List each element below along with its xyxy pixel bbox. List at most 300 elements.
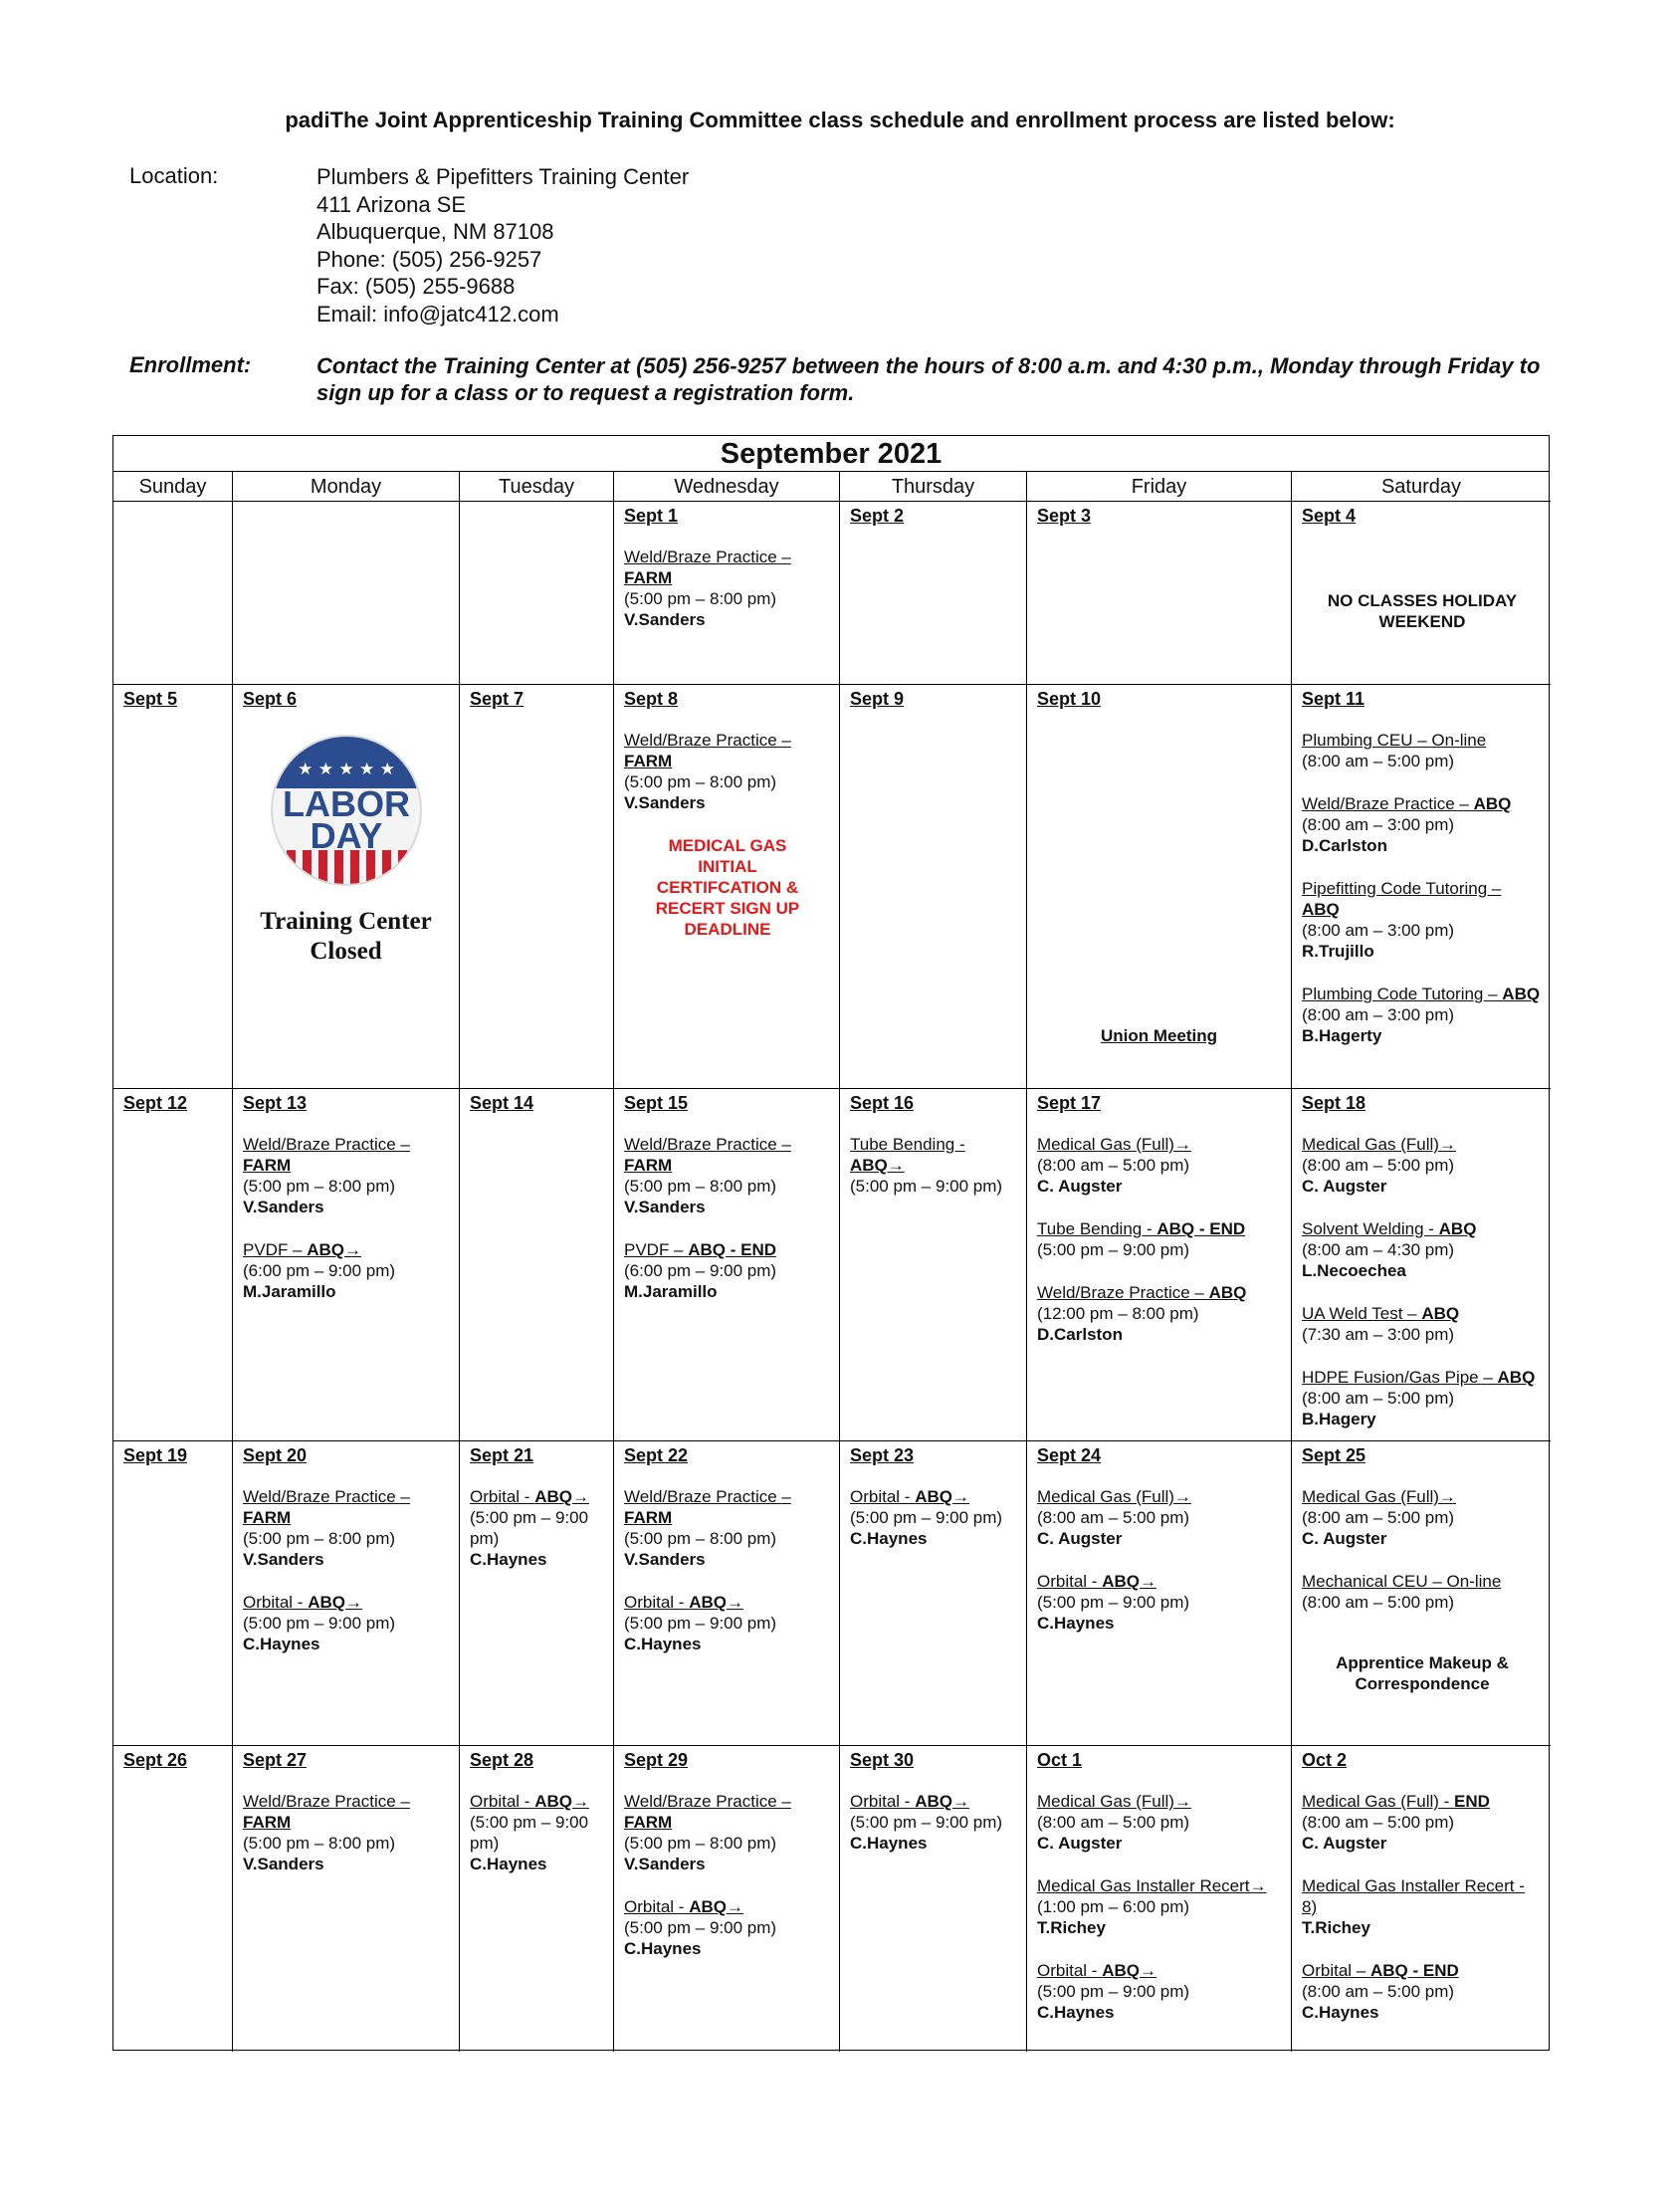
class-event[interactable]: [1302, 793, 1543, 856]
class-time: (8:00 am – 5:00 pm): [1302, 1156, 1455, 1175]
class-title: Weld/Braze Practice –: [624, 1487, 791, 1506]
instructor-name: M.Jaramillo: [624, 1282, 718, 1301]
class-event[interactable]: [243, 1791, 451, 1874]
class-name[interactable]: [624, 1134, 831, 1176]
instructor-name: R.Trujillo: [1302, 942, 1374, 961]
day-cell: [460, 1441, 614, 1746]
class-event[interactable]: [1037, 1218, 1283, 1260]
class-event[interactable]: [624, 1791, 831, 1874]
day-date: Sept 29: [624, 1750, 689, 1770]
labor-day-badge-icon: [267, 731, 426, 890]
page-heading: padiThe Joint Apprenticeship Training Committee class schedule and enrollment process are listed below:: [285, 108, 1395, 132]
class-name[interactable]: [470, 1791, 605, 1812]
class-event[interactable]: [1302, 730, 1543, 771]
day-cell: [233, 1089, 460, 1441]
class-location: ABQ→: [689, 1897, 743, 1916]
class-time: (5:00 pm – 9:00 pm): [1037, 1240, 1190, 1259]
class-location: ABQ: [1497, 1368, 1536, 1387]
class-event[interactable]: [624, 1486, 831, 1570]
class-name[interactable]: [1302, 1218, 1543, 1239]
day-cell: [1292, 1089, 1551, 1441]
class-title: Weld/Braze Practice –: [624, 1135, 791, 1154]
class-name[interactable]: [1037, 1875, 1283, 1896]
class-time: (8:00 am – 3:00 pm): [1302, 921, 1455, 940]
class-title: Pipefitting Code Tutoring –: [1302, 879, 1502, 898]
class-location: FARM: [624, 1156, 673, 1175]
day-date: Sept 4: [1302, 506, 1357, 526]
instructor-name: V.Sanders: [624, 793, 706, 812]
class-title: Orbital -: [1037, 1961, 1103, 1980]
class-event[interactable]: [624, 1592, 831, 1654]
class-time: (8:00 am – 3:00 pm): [1302, 815, 1455, 834]
class-time: (5:00 pm – 8:00 pm): [624, 1834, 777, 1853]
class-title: Medical Gas (Full) -: [1302, 1792, 1455, 1811]
class-location: ABQ: [1208, 1283, 1247, 1302]
class-location: ABQ→: [850, 1156, 905, 1175]
class-location: ABQ→: [534, 1792, 589, 1811]
class-location: FARM: [624, 752, 673, 770]
day-date: Sept 23: [850, 1445, 915, 1465]
day-cell: [460, 1089, 614, 1441]
class-time: (1:00 pm – 6:00 pm): [1037, 1897, 1190, 1916]
closed-line: Training Center: [260, 908, 432, 935]
class-location: ABQ→: [1102, 1572, 1156, 1591]
class-name[interactable]: [243, 1239, 451, 1260]
class-time: (5:00 pm – 9:00 pm): [850, 1177, 1003, 1196]
badge-line2: DAY: [310, 815, 382, 856]
instructor-name: C.Haynes: [470, 1550, 547, 1569]
class-name[interactable]: [1037, 1218, 1283, 1239]
class-time: (8:00 am – 5:00 pm): [1037, 1156, 1190, 1175]
class-event[interactable]: [470, 1486, 605, 1570]
class-event[interactable]: [624, 1896, 831, 1959]
class-location: ABQ - END: [688, 1240, 777, 1259]
day-date: Sept 14: [470, 1093, 534, 1113]
class-title: Orbital -: [850, 1487, 916, 1506]
class-time: (5:00 pm – 9:00 pm): [850, 1813, 1003, 1832]
class-event[interactable]: [243, 1592, 451, 1654]
day-date: Oct 2: [1302, 1750, 1348, 1770]
instructor-name: C.Haynes: [624, 1939, 702, 1958]
day-cell: [1292, 1441, 1551, 1746]
class-title: Weld/Braze Practice –: [243, 1487, 410, 1506]
day-date: Sept 16: [850, 1093, 915, 1113]
class-event[interactable]: [1302, 1134, 1543, 1197]
class-name[interactable]: [1302, 1791, 1543, 1812]
day-date: Sept 26: [123, 1750, 188, 1770]
class-name[interactable]: [850, 1486, 1018, 1507]
class-event[interactable]: [624, 1134, 831, 1217]
class-title: Solvent Welding -: [1302, 1219, 1434, 1238]
class-title: Orbital -: [243, 1593, 309, 1612]
day-cell: [113, 1089, 233, 1441]
class-location: ABQ: [1421, 1304, 1460, 1323]
day-cell: [840, 1441, 1027, 1746]
class-event[interactable]: [1302, 1303, 1543, 1345]
class-time: (8:00 am – 5:00 pm): [1302, 1508, 1455, 1527]
day-header-wednesday: Wednesday: [614, 472, 840, 502]
class-time: (8:00 am – 5:00 pm): [1037, 1508, 1190, 1527]
class-location: ABQ: [1473, 794, 1512, 813]
class-name[interactable]: [243, 1486, 451, 1528]
calendar: [112, 435, 1550, 2051]
enrollment-label: Enrollment:: [129, 352, 252, 377]
day-header-thursday: Thursday: [840, 472, 1027, 502]
day-header-saturday: Saturday: [1292, 472, 1551, 502]
class-name[interactable]: [624, 1896, 831, 1917]
class-event[interactable]: [850, 1486, 1018, 1549]
day-cell: [233, 1746, 460, 2052]
class-event[interactable]: [1302, 1218, 1543, 1281]
class-title: Orbital –: [1302, 1961, 1370, 1980]
class-title: Plumbing CEU – On-line: [1302, 731, 1487, 750]
class-location: ABQ→: [915, 1792, 969, 1811]
day-cell: [840, 685, 1027, 1089]
class-time: (5:00 pm – 8:00 pm): [243, 1834, 396, 1853]
day-header-friday: Friday: [1027, 472, 1292, 502]
class-title: Medical Gas Installer Recert - 8): [1302, 1876, 1525, 1916]
class-title: Orbital -: [624, 1897, 690, 1916]
location-label: Location:: [129, 163, 219, 188]
class-location: END: [1454, 1792, 1490, 1811]
class-time: (5:00 pm – 8:00 pm): [243, 1177, 396, 1196]
email-line[interactable]: Email: info@jatc412.com: [316, 301, 559, 327]
labor-day-graphic: [233, 731, 459, 967]
class-title: Medical Gas (Full)→: [1037, 1792, 1191, 1811]
location-address: [316, 163, 689, 328]
class-event[interactable]: [1302, 984, 1543, 1046]
day-date: Sept 11: [1302, 689, 1365, 709]
class-event[interactable]: [1302, 878, 1543, 962]
class-event[interactable]: [1037, 1282, 1283, 1345]
instructor-name: M.Jaramillo: [243, 1282, 336, 1301]
class-time: (8:00 am – 4:30 pm): [1302, 1240, 1455, 1259]
instructor-name: V.Sanders: [243, 1550, 324, 1569]
day-date: Sept 2: [850, 506, 905, 526]
day-date: Sept 25: [1302, 1445, 1366, 1465]
day-date: Sept 19: [123, 1445, 188, 1465]
class-name[interactable]: [1302, 1875, 1543, 1917]
day-date: Sept 18: [1302, 1093, 1366, 1113]
day-cell: [614, 502, 840, 685]
day-cell: [460, 502, 614, 685]
class-title: HDPE Fusion/Gas Pipe –: [1302, 1368, 1498, 1387]
instructor-name: V.Sanders: [624, 1198, 706, 1216]
class-name[interactable]: [624, 1239, 831, 1260]
class-time: (12:00 pm – 8:00 pm): [1037, 1304, 1199, 1323]
day-cell: [233, 1441, 460, 1746]
class-location: FARM: [624, 568, 673, 587]
instructor-name: V.Sanders: [624, 610, 706, 629]
class-time: (5:00 pm – 9:00 pm): [470, 1508, 589, 1548]
class-event[interactable]: [243, 1134, 451, 1217]
day-header-monday: Monday: [233, 472, 460, 502]
class-name[interactable]: [1037, 1134, 1283, 1155]
class-name[interactable]: [624, 730, 831, 771]
phone-line: Phone: (505) 256-9257: [316, 246, 542, 272]
instructor-name: C. Augster: [1302, 1177, 1387, 1196]
class-name[interactable]: [850, 1791, 1018, 1812]
day-cell: [113, 502, 233, 685]
class-title: Orbital -: [624, 1593, 690, 1612]
instructor-name: C. Augster: [1037, 1834, 1123, 1853]
class-time: (8:00 am – 5:00 pm): [1302, 1813, 1455, 1832]
class-name[interactable]: [1302, 984, 1543, 1004]
class-location: ABQ - END: [1369, 1961, 1459, 1980]
day-cell: [233, 502, 460, 685]
location-line: Albuquerque, NM 87108: [316, 219, 554, 244]
day-date: Sept 3: [1037, 506, 1092, 526]
class-title: Mechanical CEU – On-line: [1302, 1572, 1502, 1591]
training-center-closed: [233, 907, 459, 967]
class-name[interactable]: [1302, 793, 1543, 814]
class-title: Medical Gas Installer Recert→: [1037, 1876, 1267, 1895]
class-event[interactable]: [624, 547, 831, 630]
class-title: Tube Bending -: [850, 1135, 965, 1154]
day-cell: [113, 1441, 233, 1746]
class-time: (5:00 pm – 8:00 pm): [624, 1529, 777, 1548]
class-name[interactable]: [1037, 1486, 1283, 1507]
day-date: Sept 1: [624, 506, 679, 526]
class-title: Weld/Braze Practice –: [243, 1135, 410, 1154]
class-event[interactable]: [1302, 1571, 1543, 1613]
class-name[interactable]: [624, 547, 831, 588]
class-name[interactable]: [1037, 1791, 1283, 1812]
class-event[interactable]: [1037, 1134, 1283, 1197]
class-event[interactable]: [850, 1134, 1018, 1197]
class-event[interactable]: [850, 1791, 1018, 1854]
class-time: (5:00 pm – 8:00 pm): [624, 589, 777, 608]
day-header-sunday: Sunday: [113, 472, 233, 502]
class-event[interactable]: [1302, 1875, 1543, 1938]
class-name[interactable]: [243, 1791, 451, 1833]
day-cell: [1027, 685, 1292, 1089]
class-event[interactable]: [1302, 1960, 1543, 2023]
class-location: ABQ: [1502, 985, 1541, 1003]
class-location: ABQ→: [307, 1240, 362, 1259]
class-location: FARM: [624, 1813, 673, 1832]
class-name[interactable]: [1302, 1303, 1543, 1324]
class-title: Weld/Braze Practice –: [624, 731, 791, 750]
class-name[interactable]: [1037, 1571, 1283, 1592]
class-name[interactable]: [1302, 878, 1543, 920]
instructor-name: B.Hagery: [1302, 1410, 1376, 1428]
class-title: Weld/Braze Practice –: [243, 1792, 410, 1811]
class-name[interactable]: [1302, 1367, 1543, 1388]
instructor-name: C. Augster: [1302, 1529, 1387, 1548]
class-title: PVDF –: [243, 1240, 308, 1259]
day-date: Sept 12: [123, 1093, 188, 1113]
day-header-tuesday: Tuesday: [460, 472, 614, 502]
class-title: Weld/Braze Practice –: [1302, 794, 1474, 813]
day-cell: [460, 685, 614, 1089]
day-date: Sept 5: [123, 689, 178, 709]
instructor-name: C.Haynes: [1302, 2003, 1379, 2022]
class-event[interactable]: [243, 1486, 451, 1570]
day-cell: [460, 1746, 614, 2052]
day-cell: [1027, 1089, 1292, 1441]
class-name[interactable]: [1302, 1571, 1543, 1592]
class-location: ABQ: [1438, 1219, 1477, 1238]
class-name[interactable]: [1302, 1960, 1543, 1981]
class-title: Plumbing Code Tutoring –: [1302, 985, 1498, 1003]
day-date: Sept 9: [850, 689, 905, 709]
instructor-name: C. Augster: [1037, 1529, 1123, 1548]
instructor-name: T.Richey: [1302, 1918, 1370, 1937]
class-title: Tube Bending -: [1037, 1219, 1153, 1238]
day-cell: [614, 1746, 840, 2052]
day-cell: [113, 1746, 233, 2052]
day-date: Sept 10: [1037, 689, 1102, 709]
class-location: FARM: [243, 1156, 292, 1175]
class-location: ABQ→: [689, 1593, 743, 1612]
instructor-name: T.Richey: [1037, 1918, 1106, 1937]
class-title: Medical Gas (Full)→: [1302, 1487, 1456, 1506]
class-time: (5:00 pm – 8:00 pm): [624, 772, 777, 791]
class-time: (8:00 am – 5:00 pm): [1302, 1593, 1455, 1612]
class-title: Orbital -: [470, 1487, 530, 1506]
class-event[interactable]: [243, 1239, 451, 1302]
class-title: Medical Gas (Full)→: [1037, 1487, 1191, 1506]
class-event[interactable]: [624, 730, 831, 813]
class-name[interactable]: [624, 1592, 831, 1613]
badge-line1: LABOR: [282, 783, 410, 824]
class-time: (5:00 pm – 9:00 pm): [624, 1614, 777, 1633]
day-date: Sept 8: [624, 689, 679, 709]
class-location: ABQ - END: [1156, 1219, 1246, 1238]
class-name[interactable]: [243, 1592, 451, 1613]
day-cell: [1027, 502, 1292, 685]
class-time: (5:00 pm – 9:00 pm): [1037, 1982, 1190, 2001]
day-cell: [840, 502, 1027, 685]
class-name[interactable]: [850, 1134, 1018, 1176]
class-title: Weld/Braze Practice –: [1037, 1283, 1209, 1302]
day-date: Sept 22: [624, 1445, 689, 1465]
day-cell: [840, 1746, 1027, 2052]
class-event[interactable]: [1302, 1486, 1543, 1549]
instructor-name: C.Haynes: [1037, 1614, 1115, 1633]
class-title: UA Weld Test –: [1302, 1304, 1422, 1323]
instructor-name: V.Sanders: [624, 1855, 706, 1873]
class-title: PVDF –: [624, 1240, 689, 1259]
day-cell: [614, 685, 840, 1089]
instructor-name: C.Haynes: [470, 1855, 547, 1873]
class-time: (5:00 pm – 9:00 pm): [624, 1918, 777, 1937]
instructor-name: C.Haynes: [850, 1529, 928, 1548]
class-location: FARM: [243, 1813, 292, 1832]
class-name[interactable]: [1302, 730, 1543, 751]
class-name[interactable]: [243, 1134, 451, 1176]
day-cell: [1292, 1746, 1551, 2052]
class-name[interactable]: [470, 1486, 605, 1507]
class-name[interactable]: [1037, 1960, 1283, 1981]
instructor-name: D.Carlston: [1302, 836, 1387, 855]
class-time: (5:00 pm – 9:00 pm): [243, 1614, 396, 1633]
day-cell: [1027, 1441, 1292, 1746]
class-name[interactable]: [1302, 1486, 1543, 1507]
class-location: FARM: [624, 1508, 673, 1527]
class-time: (8:00 am – 5:00 pm): [1302, 1982, 1455, 2001]
union-meeting-link[interactable]: Union Meeting: [1100, 1026, 1218, 1045]
class-name[interactable]: [624, 1486, 831, 1528]
enrollment-text: Contact the Training Center at (505) 256-9257 between the hours of 8:00 a.m. and 4:30 p.m., Monday through Friday to sign up for a class or to request a registration form.: [316, 353, 1541, 405]
class-time: (5:00 pm – 9:00 pm): [470, 1813, 589, 1853]
class-time: (8:00 am – 3:00 pm): [1302, 1005, 1455, 1024]
badge-stars: ★ ★ ★ ★ ★: [297, 760, 395, 779]
closed-line: Closed: [310, 938, 382, 965]
class-time: (8:00 am – 5:00 pm): [1037, 1813, 1190, 1832]
day-cell: [1292, 502, 1551, 685]
class-event[interactable]: [624, 1239, 831, 1302]
class-title: Weld/Braze Practice –: [624, 548, 791, 566]
location-line: Plumbers & Pipefitters Training Center: [316, 164, 690, 189]
class-location: FARM: [243, 1508, 292, 1527]
class-time: (7:30 am – 3:00 pm): [1302, 1325, 1455, 1344]
deadline-notice: MEDICAL GAS INITIAL CERTIFCATION & RECERT SIGN UP DEADLINE: [655, 836, 800, 939]
class-event[interactable]: [1302, 1791, 1543, 1854]
day-date: Sept 15: [624, 1093, 689, 1113]
day-notice: NO CLASSES HOLIDAY WEEKEND: [1327, 591, 1518, 631]
instructor-name: B.Hagerty: [1302, 1026, 1382, 1045]
class-time: (5:00 pm – 8:00 pm): [243, 1529, 396, 1548]
class-title: Orbital -: [470, 1792, 530, 1811]
day-cell: [614, 1089, 840, 1441]
day-notice: Apprentice Makeup & Correspondence: [1336, 1653, 1509, 1693]
day-date: Sept 13: [243, 1093, 308, 1113]
class-time: (5:00 pm – 9:00 pm): [1037, 1593, 1190, 1612]
class-event[interactable]: [1037, 1486, 1283, 1549]
class-location: ABQ→: [534, 1487, 589, 1506]
class-event[interactable]: [1302, 1367, 1543, 1429]
class-name[interactable]: [1037, 1282, 1283, 1303]
instructor-name: V.Sanders: [243, 1855, 324, 1873]
class-event[interactable]: [1037, 1960, 1283, 2023]
class-time: (6:00 pm – 9:00 pm): [624, 1261, 777, 1280]
class-event[interactable]: [1037, 1571, 1283, 1634]
day-date: Sept 27: [243, 1750, 308, 1770]
class-location: ABQ→: [1102, 1961, 1156, 1980]
day-cell: [1292, 685, 1551, 1089]
class-time: (8:00 am – 5:00 pm): [1302, 752, 1455, 770]
class-title: Medical Gas (Full)→: [1037, 1135, 1191, 1154]
class-time: (5:00 pm – 9:00 pm): [850, 1508, 1003, 1527]
class-location: ABQ→: [308, 1593, 362, 1612]
day-date: Sept 21: [470, 1445, 534, 1465]
day-date: Sept 17: [1037, 1093, 1102, 1113]
day-cell: [840, 1089, 1027, 1441]
instructor-name: L.Necoechea: [1302, 1261, 1406, 1280]
class-time: (5:00 pm – 8:00 pm): [624, 1177, 777, 1196]
fax-line: Fax: (505) 255-9688: [316, 274, 516, 299]
class-name[interactable]: [624, 1791, 831, 1833]
instructor-name: C. Augster: [1037, 1177, 1123, 1196]
day-date: Sept 24: [1037, 1445, 1102, 1465]
class-event[interactable]: [1037, 1875, 1283, 1938]
class-location: ABQ→: [915, 1487, 969, 1506]
instructor-name: C.Haynes: [624, 1635, 702, 1653]
class-location: ABQ: [1302, 900, 1340, 919]
location-line: 411 Arizona SE: [316, 191, 467, 217]
instructor-name: C.Haynes: [850, 1834, 928, 1853]
class-name[interactable]: [1302, 1134, 1543, 1155]
instructor-name: C.Haynes: [243, 1635, 320, 1653]
day-date: Sept 6: [243, 689, 298, 709]
class-event[interactable]: [1037, 1791, 1283, 1854]
day-date: Sept 30: [850, 1750, 915, 1770]
class-event[interactable]: [470, 1791, 605, 1874]
instructor-name: C. Augster: [1302, 1834, 1387, 1853]
class-time: (8:00 am – 5:00 pm): [1302, 1389, 1455, 1408]
